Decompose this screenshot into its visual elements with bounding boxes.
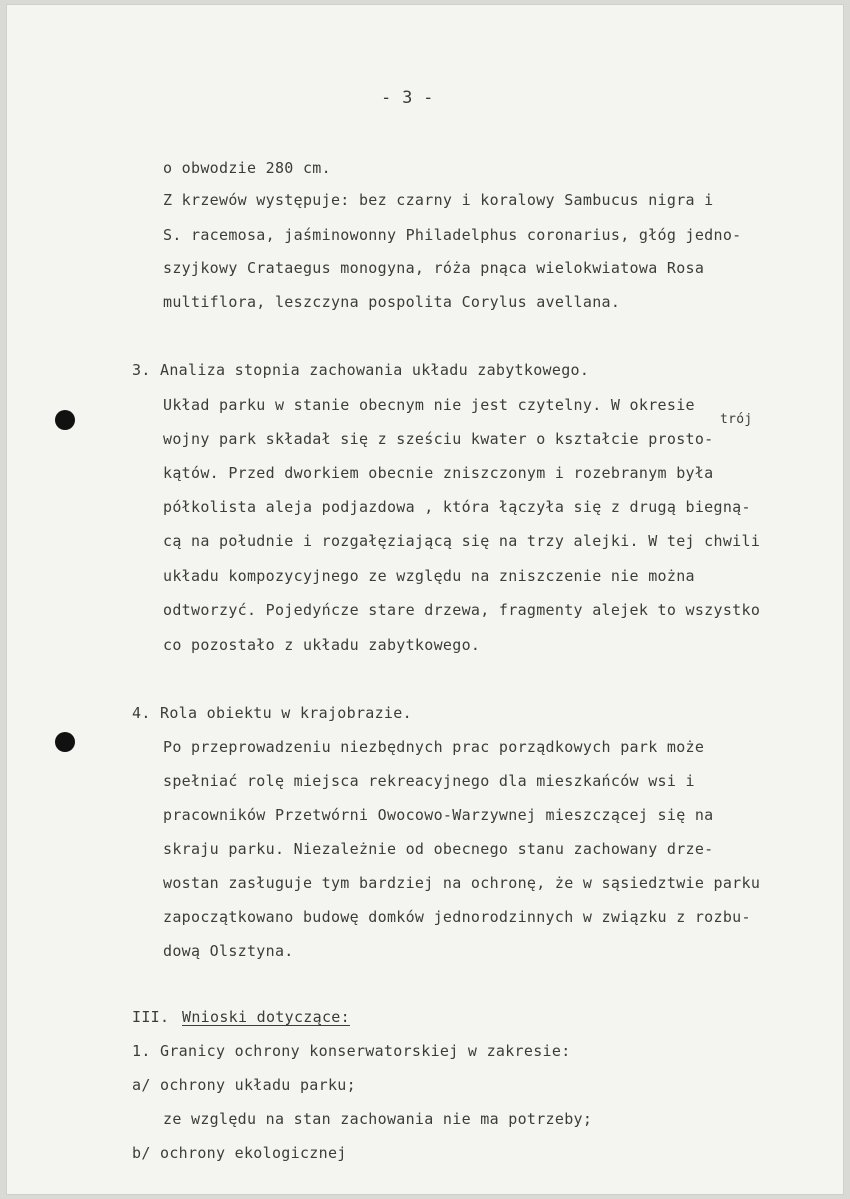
text-line: spełniać rolę miejsca rekreacyjnego dla mieszkańców wsi i [163,772,695,790]
text-line: Układ parku w stanie obecnym nie jest czytelny. W okresie [163,396,695,414]
text-line: Po przeprowadzeniu niezbędnych prac porządkowych park może [163,738,705,756]
text-line: układu kompozycyjnego ze względu na zniszczenie nie można [163,567,695,585]
roman-numeral: III. [132,1008,170,1026]
text-line: wojny park składał się z sześciu kwater o kształcie prosto- [163,430,714,448]
text-line: multiflora, leszczyna pospolita Corylus avellana. [163,293,621,311]
text-line: odtworzyć. Pojedyńcze stare drzewa, fragmenty alejek to wszystko [163,601,761,619]
text-line: zapoczątkowano budowę domków jednorodzinnych w związku z rozbu- [163,908,751,926]
text-line: S. racemosa, jaśminowonny Philadelphus coronarius, głóg jedno- [163,226,742,244]
document-page [6,4,844,1195]
inserted-word: trój [720,412,753,427]
text-line: dową Olsztyna. [163,942,294,960]
text-line: Z krzewów występuje: bez czarny i koralowy Sambucus nigra i [163,191,714,209]
text-line: cą na południe i rozgałęziającą się na trzy alejki. W tej chwili [163,532,761,550]
text-line: b/ ochrony ekologicznej [132,1144,347,1162]
punch-hole [55,732,75,752]
text-line: a/ ochrony układu parku; [132,1076,356,1094]
text-line: półkolista aleja podjazdowa , która łączyła się z drugą biegną- [163,498,751,516]
text-line: wostan zasługuje tym bardziej na ochronę, że w sąsiedztwie parku [163,874,761,892]
punch-hole [55,410,75,430]
section-heading: 3. Analiza stopnia zachowania układu zabytkowego. [132,361,590,379]
text-line: co pozostało z układu zabytkowego. [163,636,481,654]
text-line: 1. Granicy ochrony konserwatorskiej w zakresie: [132,1042,571,1060]
section-heading: 4. Rola obiektu w krajobrazie. [132,704,412,722]
text-line: ze względu na stan zachowania nie ma potrzeby; [163,1110,593,1128]
text-line: skraju parku. Niezależnie od obecnego stanu zachowany drze- [163,840,714,858]
text-line: o obwodzie 280 cm. [163,159,331,177]
text-line: pracowników Przetwórni Owocowo-Warzywnej mieszczącej się na [163,806,714,824]
page-number: - 3 - [381,88,434,108]
text-line: szyjkowy Crataegus monogyna, róża pnąca wielokwiatowa Rosa [163,259,705,277]
text-line: kątów. Przed dworkiem obecnie zniszczonym i rozebranym była [163,464,714,482]
section-title: Wnioski dotyczące: [182,1008,350,1026]
